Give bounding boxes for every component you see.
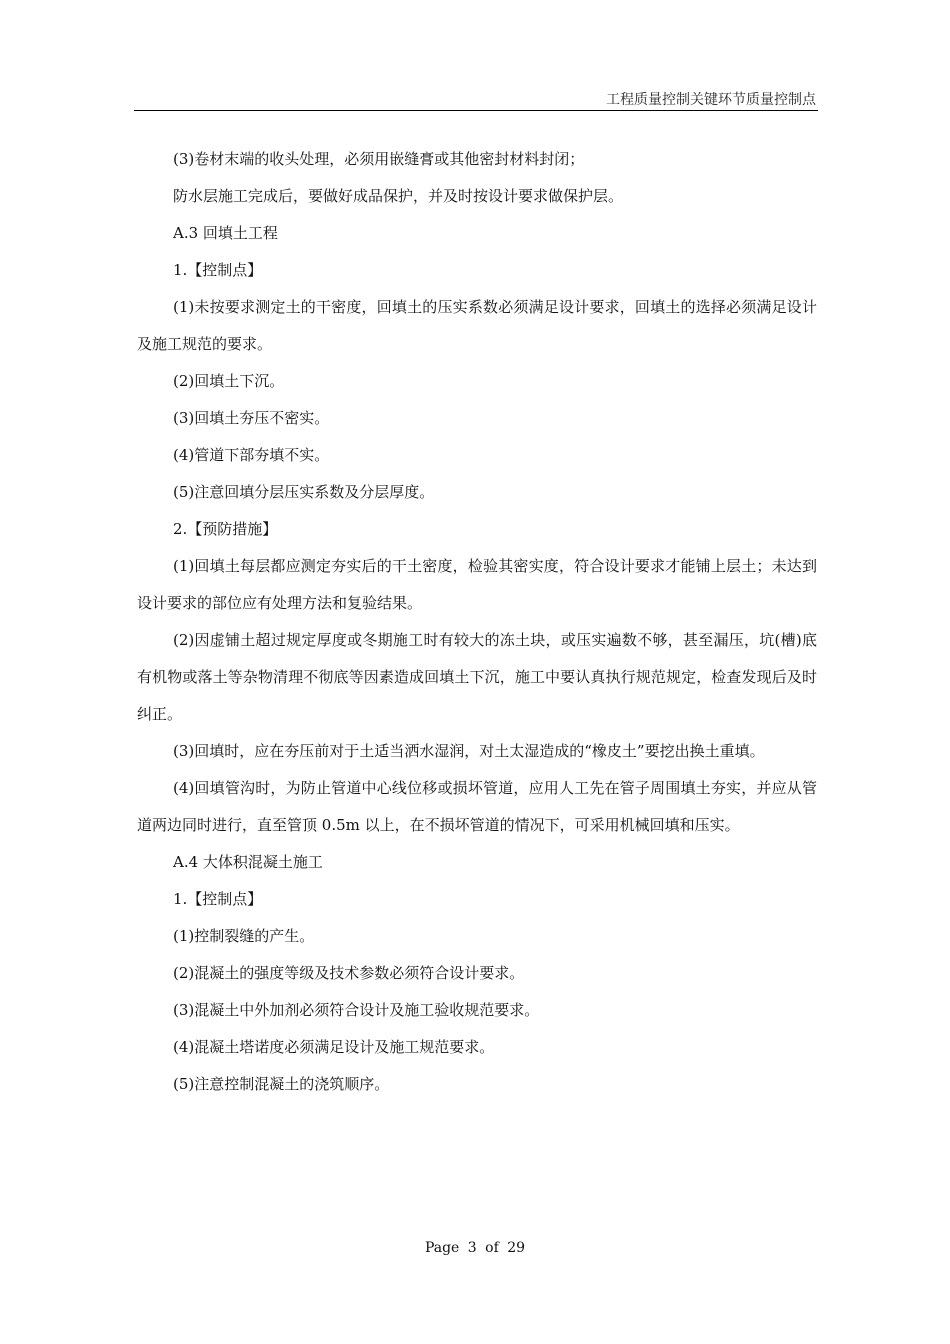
subsection-heading: 2.【预防措施】: [173, 520, 278, 538]
paragraph: (4)回填管沟时，为防止管道中心线位移或损坏管道，应用人工先在管子周围填土夯实，并应从管道两边同时进行，直至管顶 0.5m 以上，在不损坏管道的情况下，可采用机械回填和压实。: [137, 779, 817, 834]
paragraph: (5)注意回填分层压实系数及分层厚度。: [173, 483, 435, 501]
header-title: 工程质量控制关键环节质量控制点: [606, 92, 816, 108]
page-header: [134, 92, 818, 111]
page-word: Page: [424, 1240, 460, 1256]
paragraph: (2)因虚铺土超过规定厚度或冬期施工时有较大的冻土块，或压实遍数不够，甚至漏压，坑(槽)底有机物或落土等杂物清理不彻底等因素造成回填土下沉，施工中要认真执行规范规定，检查发现后及时纠正。: [137, 631, 817, 723]
paragraph: (3)回填时，应在夯压前对于土适当洒水湿润，对土太湿造成的“橡皮土”要挖出换土重填。: [173, 742, 765, 760]
paragraph: (1)回填土每层都应测定夯实后的干土密度，检验其密实度，符合设计要求才能铺上层土；未达到设计要求的部位应有处理方法和复验结果。: [137, 557, 817, 612]
of-word: of: [485, 1240, 499, 1256]
subsection-heading: 1.【控制点】: [173, 890, 263, 908]
paragraph: (2)回填土下沉。: [173, 372, 285, 390]
section-heading: A.4 大体积混凝土施工: [173, 853, 323, 871]
paragraph: (5)注意控制混凝土的浇筑顺序。: [173, 1075, 390, 1093]
paragraph: (3)回填土夯压不密实。: [173, 409, 330, 427]
paragraph: (1)控制裂缝的产生。: [173, 927, 315, 945]
page-footer: [0, 1240, 950, 1256]
subsection-heading: 1.【控制点】: [173, 261, 263, 279]
paragraph: (3)混凝土中外加剂必须符合设计及施工验收规范要求。: [173, 1001, 540, 1019]
page-total: 29: [507, 1240, 526, 1256]
paragraph: (4)管道下部夯填不实。: [173, 446, 330, 464]
page-number: 3: [467, 1240, 477, 1256]
document-body: [137, 141, 817, 1103]
paragraph: (3)卷材末端的收头处理，必须用嵌缝膏或其他密封材料封闭；: [173, 150, 585, 168]
section-heading: A.3 回填土工程: [173, 224, 278, 242]
paragraph: (4)混凝土塔诺度必须满足设计及施工规范要求。: [173, 1038, 495, 1056]
paragraph: (2)混凝土的强度等级及技术参数必须符合设计要求。: [173, 964, 525, 982]
paragraph: 防水层施工完成后，要做好成品保护，并及时按设计要求做保护层。: [173, 187, 624, 205]
paragraph: (1)未按要求测定土的干密度，回填土的压实系数必须满足设计要求，回填土的选择必须满足设计及施工规范的要求。: [137, 298, 817, 353]
